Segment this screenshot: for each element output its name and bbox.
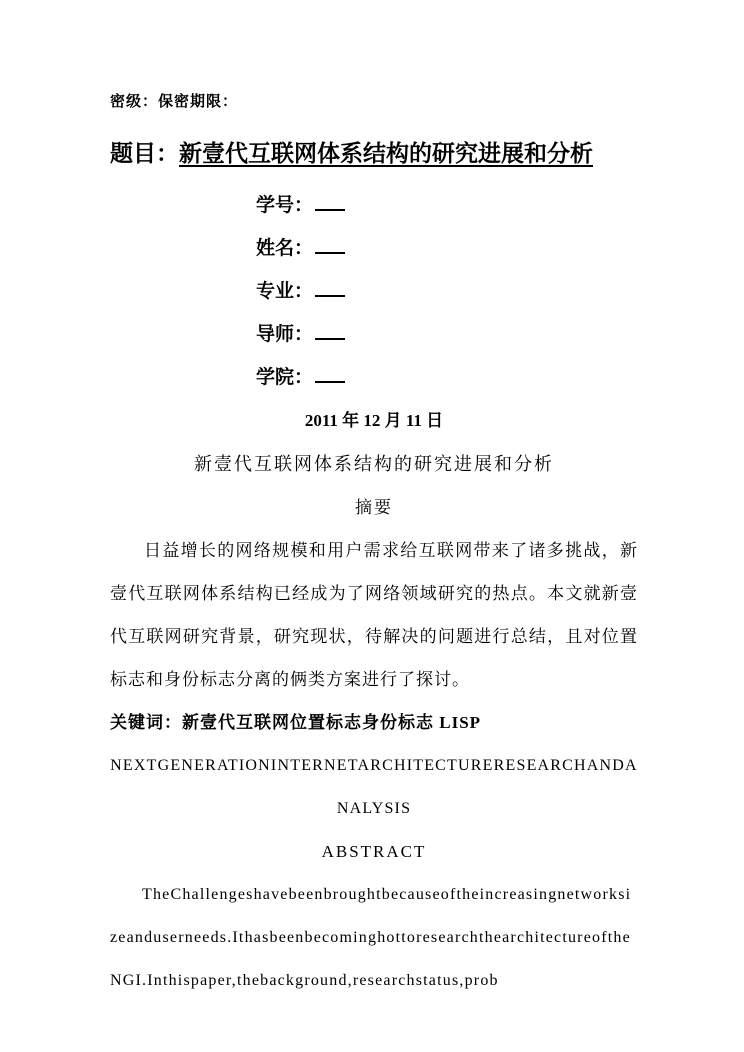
blank-line xyxy=(315,364,345,383)
chinese-title: 新壹代互联网体系结构的研究进展和分析 xyxy=(194,454,554,474)
field-advisor xyxy=(256,313,638,356)
field-name xyxy=(256,227,638,270)
abstract-paragraph-cn: 日益增长的网络规模和用户需求给互联网带来了诸多挑战，新壹代互联网体系结构已经成为了网络领域研究的热点。本文就新壹代互联网研究背景，研究现状，待解决的问题进行总结，且对位置标志和身份标志分离的俩类方案进行了探讨。 xyxy=(110,541,638,689)
info-fields xyxy=(256,184,638,399)
field-major xyxy=(256,270,638,313)
abstract-paragraph-en: TheChallengeshavebeenbroughtbecauseoftheincreasingnetworksizeanduserneeds.IthasbeenbecominghottoresearchthearchitectureoftheNGI.Inthispaper,thebackground,researchstatus,prob xyxy=(110,886,632,989)
date-line: 2011 年 12 月 11 日 xyxy=(304,411,444,430)
field-college xyxy=(256,356,638,399)
blank-line xyxy=(315,235,345,254)
blank-line xyxy=(315,192,345,211)
field-label: 学院： xyxy=(256,367,314,388)
field-label: 学号： xyxy=(256,195,314,216)
keywords-line: 关键词：新壹代互联网位置标志身份标志 LISP xyxy=(110,713,482,732)
security-classification-line: 密级：保密期限： xyxy=(110,94,239,110)
field-label: 导师： xyxy=(256,324,314,345)
title-label: 题目： xyxy=(110,141,179,166)
field-label: 姓名： xyxy=(256,238,314,259)
field-student-id xyxy=(256,184,638,227)
abstract-heading-cn: 摘要 xyxy=(355,498,393,517)
title-text: 新壹代互联网体系结构的研究进展和分析 xyxy=(179,141,593,166)
english-title: NEXTGENERATIONINTERNETARCHITECTURERESEARCHANDANALYSIS xyxy=(110,757,638,817)
blank-line xyxy=(315,321,345,340)
field-label: 专业： xyxy=(256,281,314,302)
thesis-title-line xyxy=(110,135,638,168)
blank-line xyxy=(315,278,345,297)
abstract-heading-en: ABSTRACT xyxy=(321,842,427,861)
